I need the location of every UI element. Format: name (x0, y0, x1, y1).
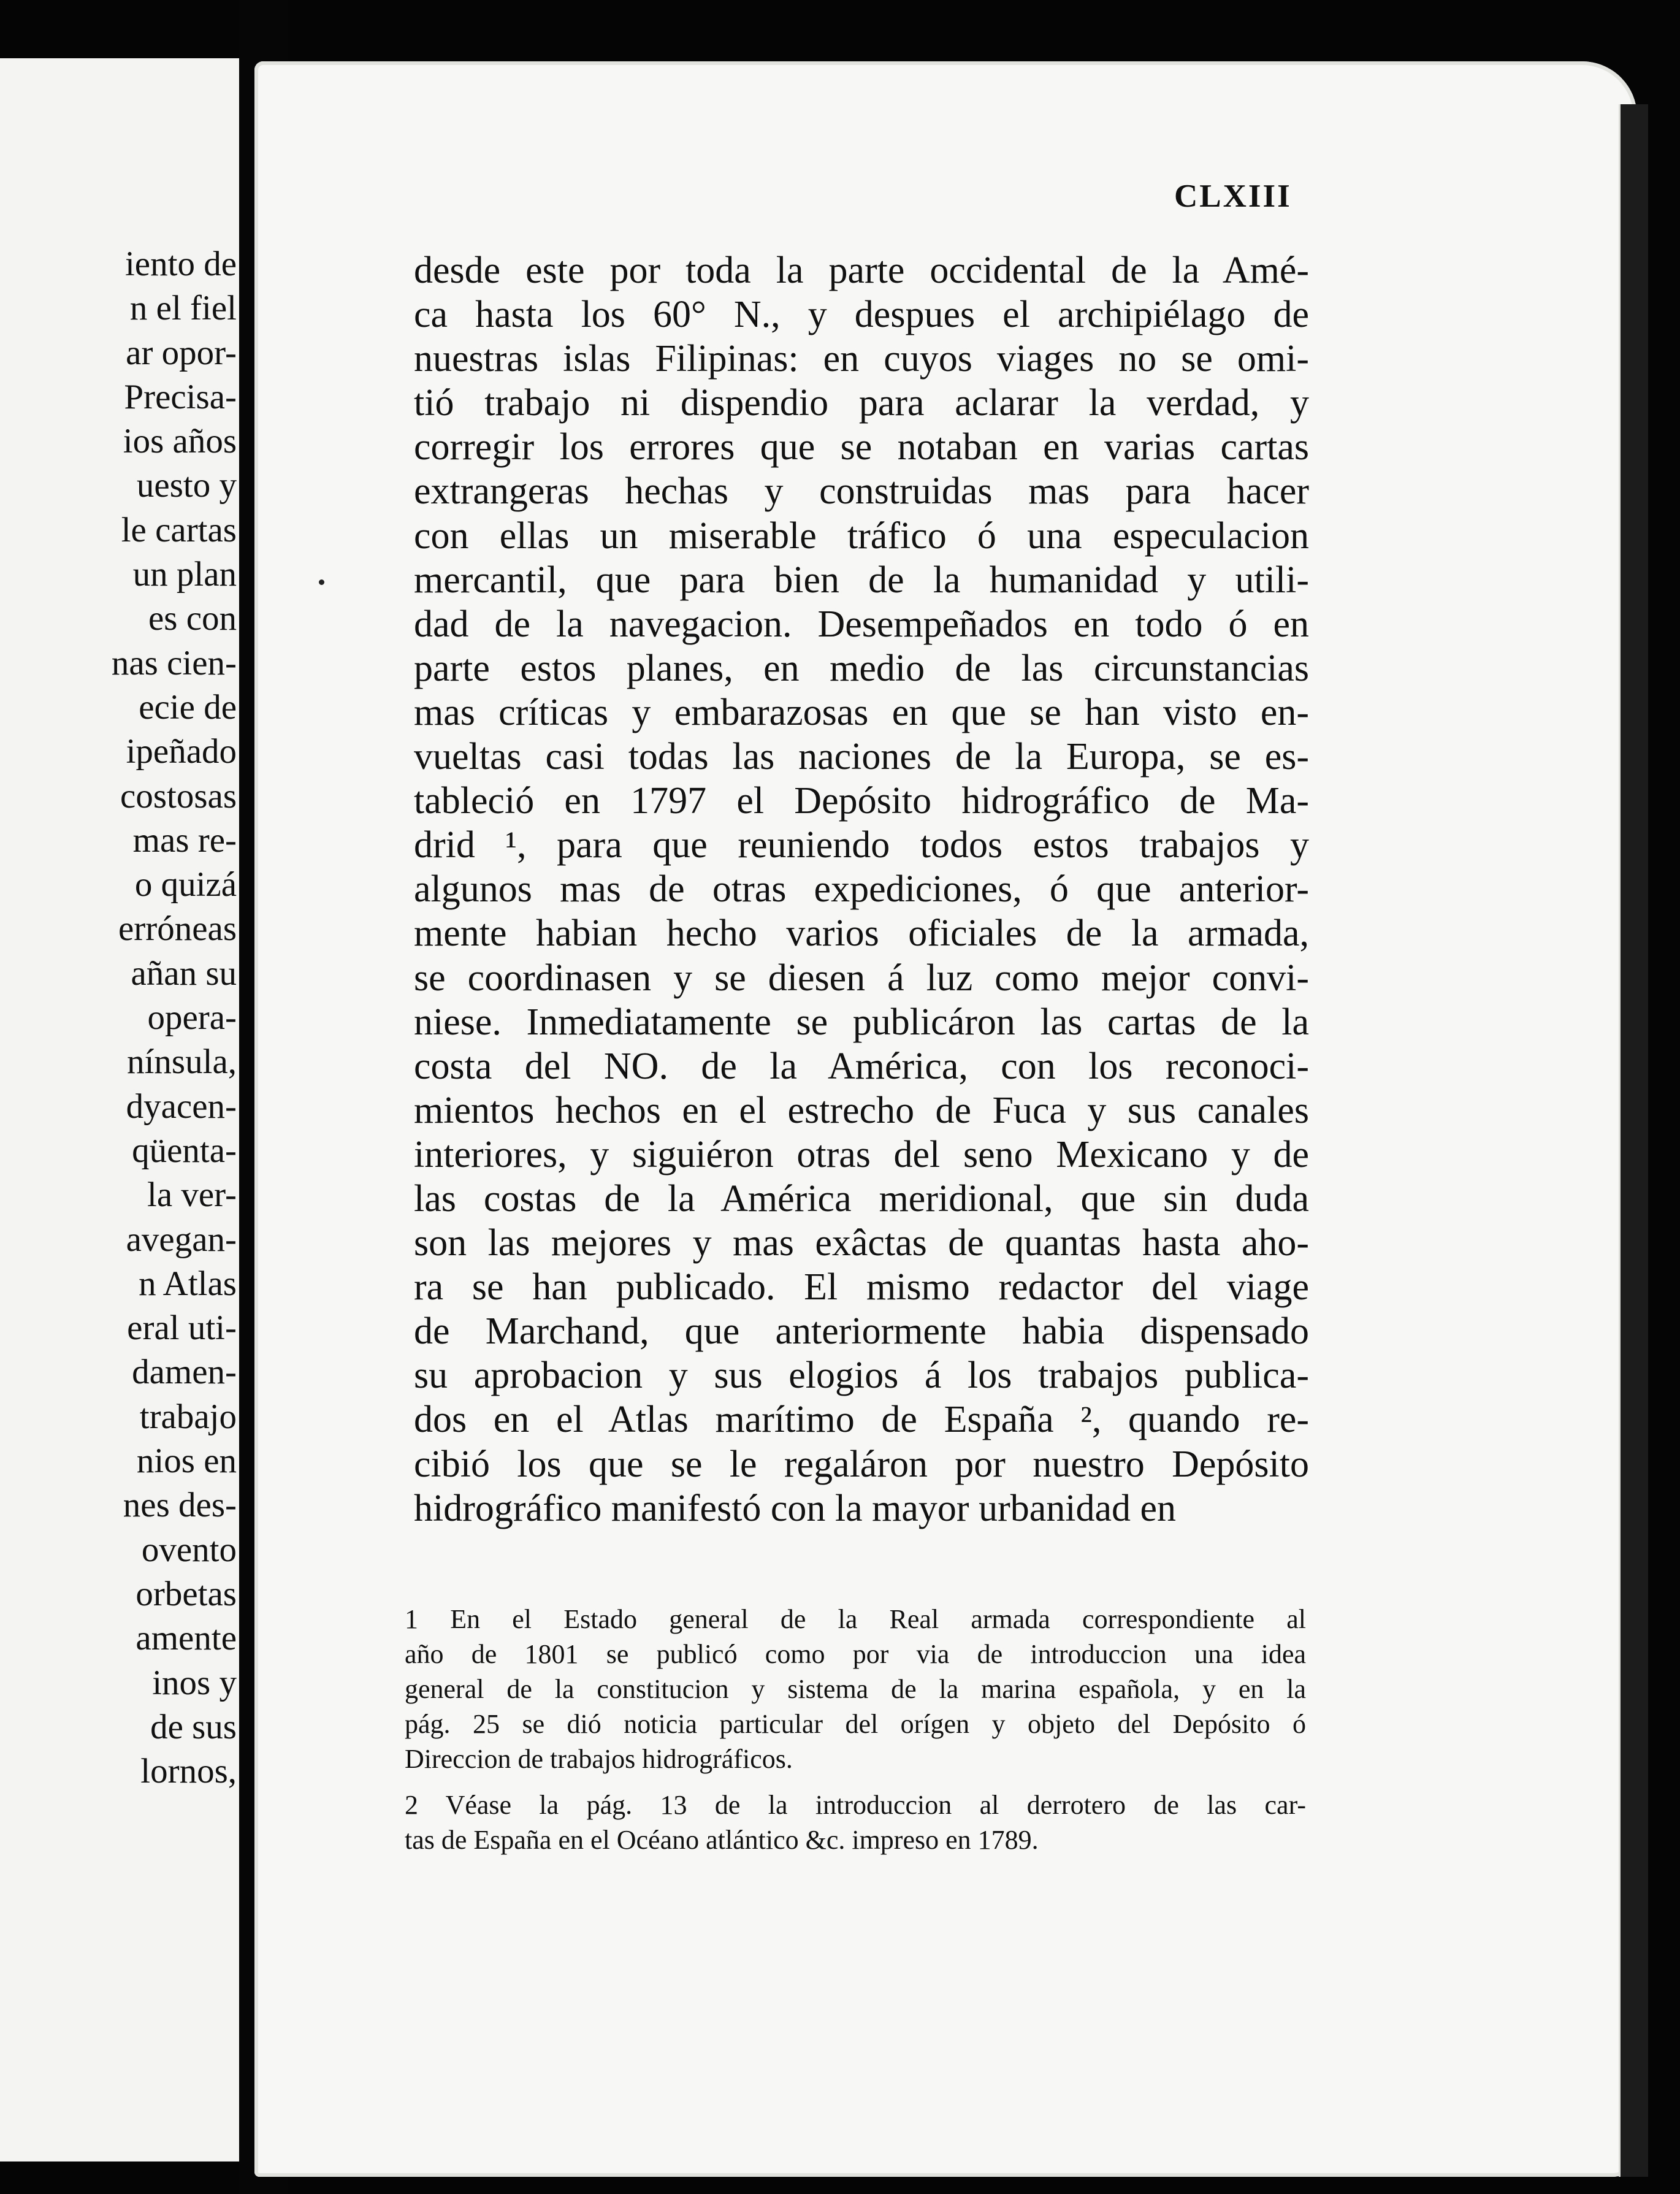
previous-page-line: iento de (124, 245, 237, 283)
previous-page-line: inos y (152, 1663, 237, 1702)
body-line: mercantil, que para bien de la humanidad y utili- (414, 559, 1309, 601)
footnote-line: tas de España en el Océano atlántico &c. impreso en 1789. (405, 1825, 1039, 1855)
body-line: tió trabajo ni dispendio para aclarar la verdad, y (414, 382, 1309, 424)
footnote-line: 2 Véase la pág. 13 de la introduccion al derrotero de las car- (405, 1790, 1306, 1820)
previous-page-line: trabajo (139, 1397, 237, 1436)
body-line: dad de la navegacion. Desempeñados en todo ó en (414, 603, 1309, 645)
body-line: hidrográfico manifestó con la mayor urbanidad en (414, 1487, 1176, 1529)
previous-page-line: es con (148, 599, 237, 638)
footnote-line: año de 1801 se publicó como por via de introduccion una idea (405, 1639, 1306, 1669)
body-text (414, 248, 1309, 1531)
body-line: corregir los errores que se notaban en varias cartas (414, 426, 1309, 468)
body-line: nuestras islas Filipinas: en cuyos viages no se omi- (414, 338, 1309, 380)
previous-page-line: ar opor- (126, 333, 237, 372)
page-number: CLXIII (1174, 178, 1292, 214)
body-line: algunos mas de otras expediciones, ó que anterior- (414, 868, 1309, 911)
previous-page-line: añan su (131, 954, 237, 993)
body-line: drid ¹, para que reuniendo todos estos trabajos y (414, 824, 1309, 866)
previous-page-line: n Atlas (139, 1264, 237, 1303)
previous-page-line: lornos, (140, 1752, 237, 1791)
body-line: extrangeras hechas y construidas mas para hacer (414, 470, 1309, 513)
footnote-line: general de la constitucion y sistema de la marina española, y en la (405, 1674, 1306, 1704)
previous-page-line: damen- (132, 1353, 237, 1392)
previous-page-line: dyacen- (126, 1087, 237, 1126)
body-line: con ellas un miserable tráfico ó una especulacion (414, 514, 1309, 557)
previous-page-line: n el fiel (129, 289, 237, 328)
body-line: parte estos planes, en medio de las circunstancias (414, 647, 1309, 689)
body-line: dos en el Atlas marítimo de España ², quando re- (414, 1399, 1309, 1441)
previous-page-line: avegan- (126, 1220, 237, 1259)
previous-page-line: nes des- (123, 1486, 237, 1525)
previous-page-line: mas re- (132, 820, 237, 860)
previous-page-line: costosas (120, 776, 237, 816)
body-line: de Marchand, que anteriormente habia dispensado (414, 1310, 1309, 1353)
body-line: cibió los que se le regaláron por nuestro Depósito (414, 1443, 1309, 1485)
previous-page-line: qüenta- (132, 1131, 237, 1170)
body-line: se coordinasen y se diesen á luz como mejor convi- (414, 957, 1309, 999)
previous-page-line: ipeñado (126, 732, 237, 771)
previous-page-line: amente (136, 1619, 237, 1658)
previous-page-line: opera- (147, 998, 237, 1038)
body-line: interiores, y siguiéron otras del seno Mexicano y de (414, 1133, 1309, 1175)
previous-page-line: Precisa- (124, 377, 237, 416)
footnotes (405, 1602, 1306, 1857)
previous-page-line: la ver- (147, 1175, 237, 1215)
previous-page-line: de sus (150, 1707, 237, 1746)
body-line: su aprobacion y sus elogios á los trabajos publica- (414, 1355, 1309, 1397)
body-line: son las mejores y mas exâctas de quantas hasta aho- (414, 1222, 1309, 1264)
body-line: tableció en 1797 el Depósito hidrográfico de Ma- (414, 780, 1309, 822)
body-line: desde este por toda la parte occidental de la Amé- (414, 250, 1309, 291)
previous-page-line: ovento (141, 1530, 237, 1569)
previous-page-line: erróneas (118, 909, 237, 949)
footnote-line: 1 En el Estado general de la Real armada correspondiente al (405, 1604, 1306, 1634)
body-line: niese. Inmediatamente se publicáron las cartas de la (414, 1001, 1309, 1043)
body-line: mientos hechos en el estrecho de Fuca y sus canales (414, 1089, 1309, 1131)
body-line: las costas de la América meridional, que sin duda (414, 1177, 1309, 1220)
previous-page-line: nios en (136, 1442, 237, 1481)
previous-page-line: le cartas (121, 510, 237, 549)
stray-ink-dot (319, 579, 324, 585)
footnote-line: Direccion de trabajos hidrográficos. (405, 1744, 793, 1774)
previous-page-line: o quizá (134, 865, 237, 904)
previous-page-line: eral uti- (127, 1309, 237, 1348)
previous-page-line: nínsula, (127, 1042, 237, 1082)
body-line: vueltas casi todas las naciones de la Europa, se es- (414, 736, 1309, 778)
body-line: ra se han publicado. El mismo redactor del viage (414, 1266, 1309, 1309)
previous-page-line: un plan (132, 555, 237, 594)
previous-page-line: ios años (123, 422, 237, 461)
previous-page-line: ecie de (139, 687, 237, 727)
previous-page-line: orbetas (136, 1574, 237, 1613)
body-line: costa del NO. de la América, con los reconoci- (414, 1045, 1309, 1087)
body-line: mas críticas y embarazosas en que se han visto en- (414, 691, 1309, 733)
footnote-line: pág. 25 se dió noticia particular del orígen y objeto del Depósito ó (405, 1709, 1306, 1739)
previous-page-line: uesto y (136, 466, 237, 505)
body-line: ca hasta los 60° N., y despues el archipiélago de (414, 294, 1309, 336)
body-line: mente habian hecho varios oficiales de la armada, (414, 912, 1309, 955)
previous-page-line: nas cien- (111, 643, 237, 682)
